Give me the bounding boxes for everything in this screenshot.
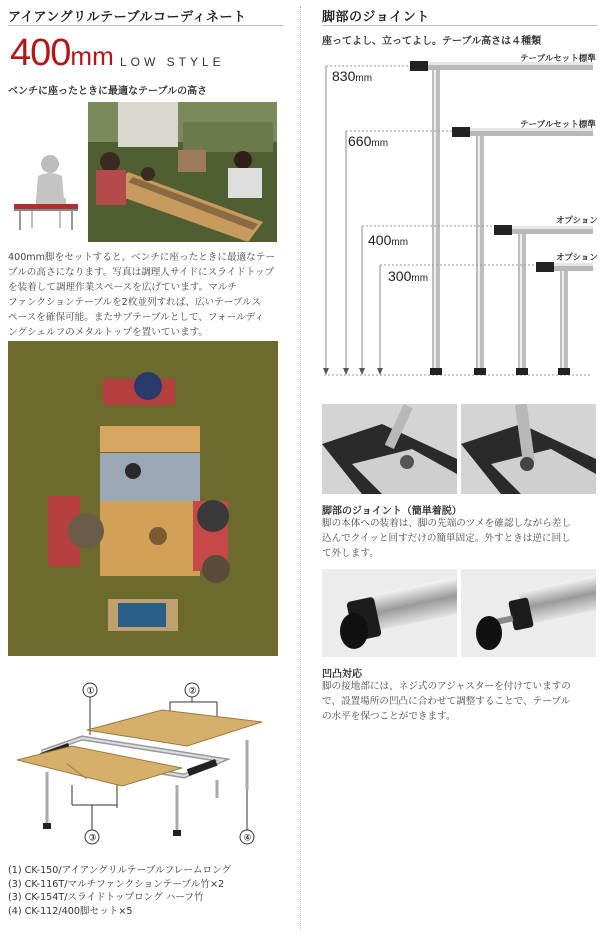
coordinate-description bbox=[8, 250, 283, 340]
callout-4: ④ bbox=[243, 833, 252, 844]
height-unit: mm bbox=[411, 273, 429, 284]
height-value: 400 bbox=[368, 232, 392, 248]
leg-joint-title: 脚部のジョイント bbox=[322, 10, 430, 25]
parts-list-item: (1) CK-150/アイアングリルテーブルフレームロング bbox=[8, 865, 232, 876]
joint-text-line: 込んでクイッと回すだけの簡単固定。外すときは逆に回し bbox=[322, 533, 571, 544]
table-assembly-diagram bbox=[12, 680, 282, 850]
adjuster-text-line: 脚の接地部には、ネジ式のアジャスターを付けていますの bbox=[322, 681, 571, 692]
joint-text-line: て外します。 bbox=[322, 548, 379, 559]
overhead-camp-photo bbox=[8, 341, 278, 656]
height-label-300 bbox=[388, 268, 428, 284]
height-value: 830 bbox=[332, 68, 356, 84]
height-headline bbox=[10, 32, 114, 75]
adjuster-photo-retracted bbox=[322, 569, 457, 657]
joint-text-line: 脚の本体への装着は、脚の先端のツメを確認しながら差し bbox=[322, 518, 572, 529]
height-tag-830: テーブルセット標準 bbox=[520, 54, 596, 64]
callout-1: ① bbox=[86, 686, 95, 697]
height-unit: mm bbox=[371, 138, 389, 149]
adjuster-text-line: で、設置場所の凹凸に合わせて調整することで、テーブル bbox=[322, 696, 571, 707]
bench-silhouette-illustration bbox=[8, 150, 84, 230]
parts-list bbox=[8, 864, 288, 918]
description-line: ングシェルフのメタルトップを置いています。 bbox=[8, 327, 209, 338]
callout-3: ③ bbox=[88, 833, 97, 844]
parts-list-item: (4) CK-112/400脚セット×5 bbox=[8, 905, 133, 917]
description-line: ブルの高さになります。写真は調理人サイドにスライドトップ bbox=[8, 267, 275, 278]
low-style-subtitle: ベンチに座ったときに最適なテーブルの高さ bbox=[8, 86, 208, 97]
right-title-underline bbox=[322, 25, 597, 26]
low-style-label: LOW STYLE bbox=[120, 55, 225, 69]
height-options-subtitle: 座ってよし、立ってよし。テーブル高さは４種類 bbox=[322, 36, 542, 47]
height-value: 660 bbox=[348, 133, 372, 149]
adjuster-description bbox=[322, 679, 602, 724]
joint-photo-locked bbox=[461, 404, 596, 494]
camp-photo-top bbox=[88, 102, 277, 242]
joint-description bbox=[322, 516, 602, 561]
height-unit: mm bbox=[70, 41, 114, 71]
coordinate-title: アイアングリルテーブルコーディネート bbox=[8, 10, 247, 25]
column-divider bbox=[300, 6, 301, 930]
height-tag-400: オプション bbox=[556, 216, 598, 226]
title-underline bbox=[8, 25, 283, 26]
description-line: を装着して調理作業スペースを広げています。マルチ bbox=[8, 282, 238, 293]
joint-photo-insert bbox=[322, 404, 457, 494]
height-label-660 bbox=[348, 133, 388, 149]
adjuster-heading: 凹凸対応 bbox=[322, 669, 362, 680]
description-line: ファンクションテーブルを2枚並列すれば、広いテーブルス bbox=[8, 297, 261, 308]
height-unit: mm bbox=[355, 73, 373, 84]
adjuster-photo-extended bbox=[461, 569, 596, 657]
height-value: 400 bbox=[10, 32, 71, 74]
height-unit: mm bbox=[391, 237, 409, 248]
adjuster-text-line: の水平を保つことができます。 bbox=[322, 711, 456, 722]
height-tag-660: テーブルセット標準 bbox=[520, 120, 596, 130]
callout-2: ② bbox=[188, 686, 197, 697]
description-line: 400mm脚をセットすると、ベンチに座ったときに最適なテー bbox=[8, 252, 275, 263]
height-value: 300 bbox=[388, 268, 412, 284]
parts-list-item: (3) CK-116T/マルチファンクションテーブル竹×2 bbox=[8, 878, 225, 890]
height-label-830 bbox=[332, 68, 372, 84]
description-line: ペースを確保可能。またサブテーブルとして、フォールディ bbox=[8, 312, 265, 323]
height-tag-300: オプション bbox=[556, 253, 598, 263]
height-label-400 bbox=[368, 232, 408, 248]
joint-heading: 脚部のジョイント（簡単着脱） bbox=[322, 506, 462, 517]
parts-list-item: (3) CK-154T/スライドトップロング ハーフ竹 bbox=[8, 892, 204, 903]
